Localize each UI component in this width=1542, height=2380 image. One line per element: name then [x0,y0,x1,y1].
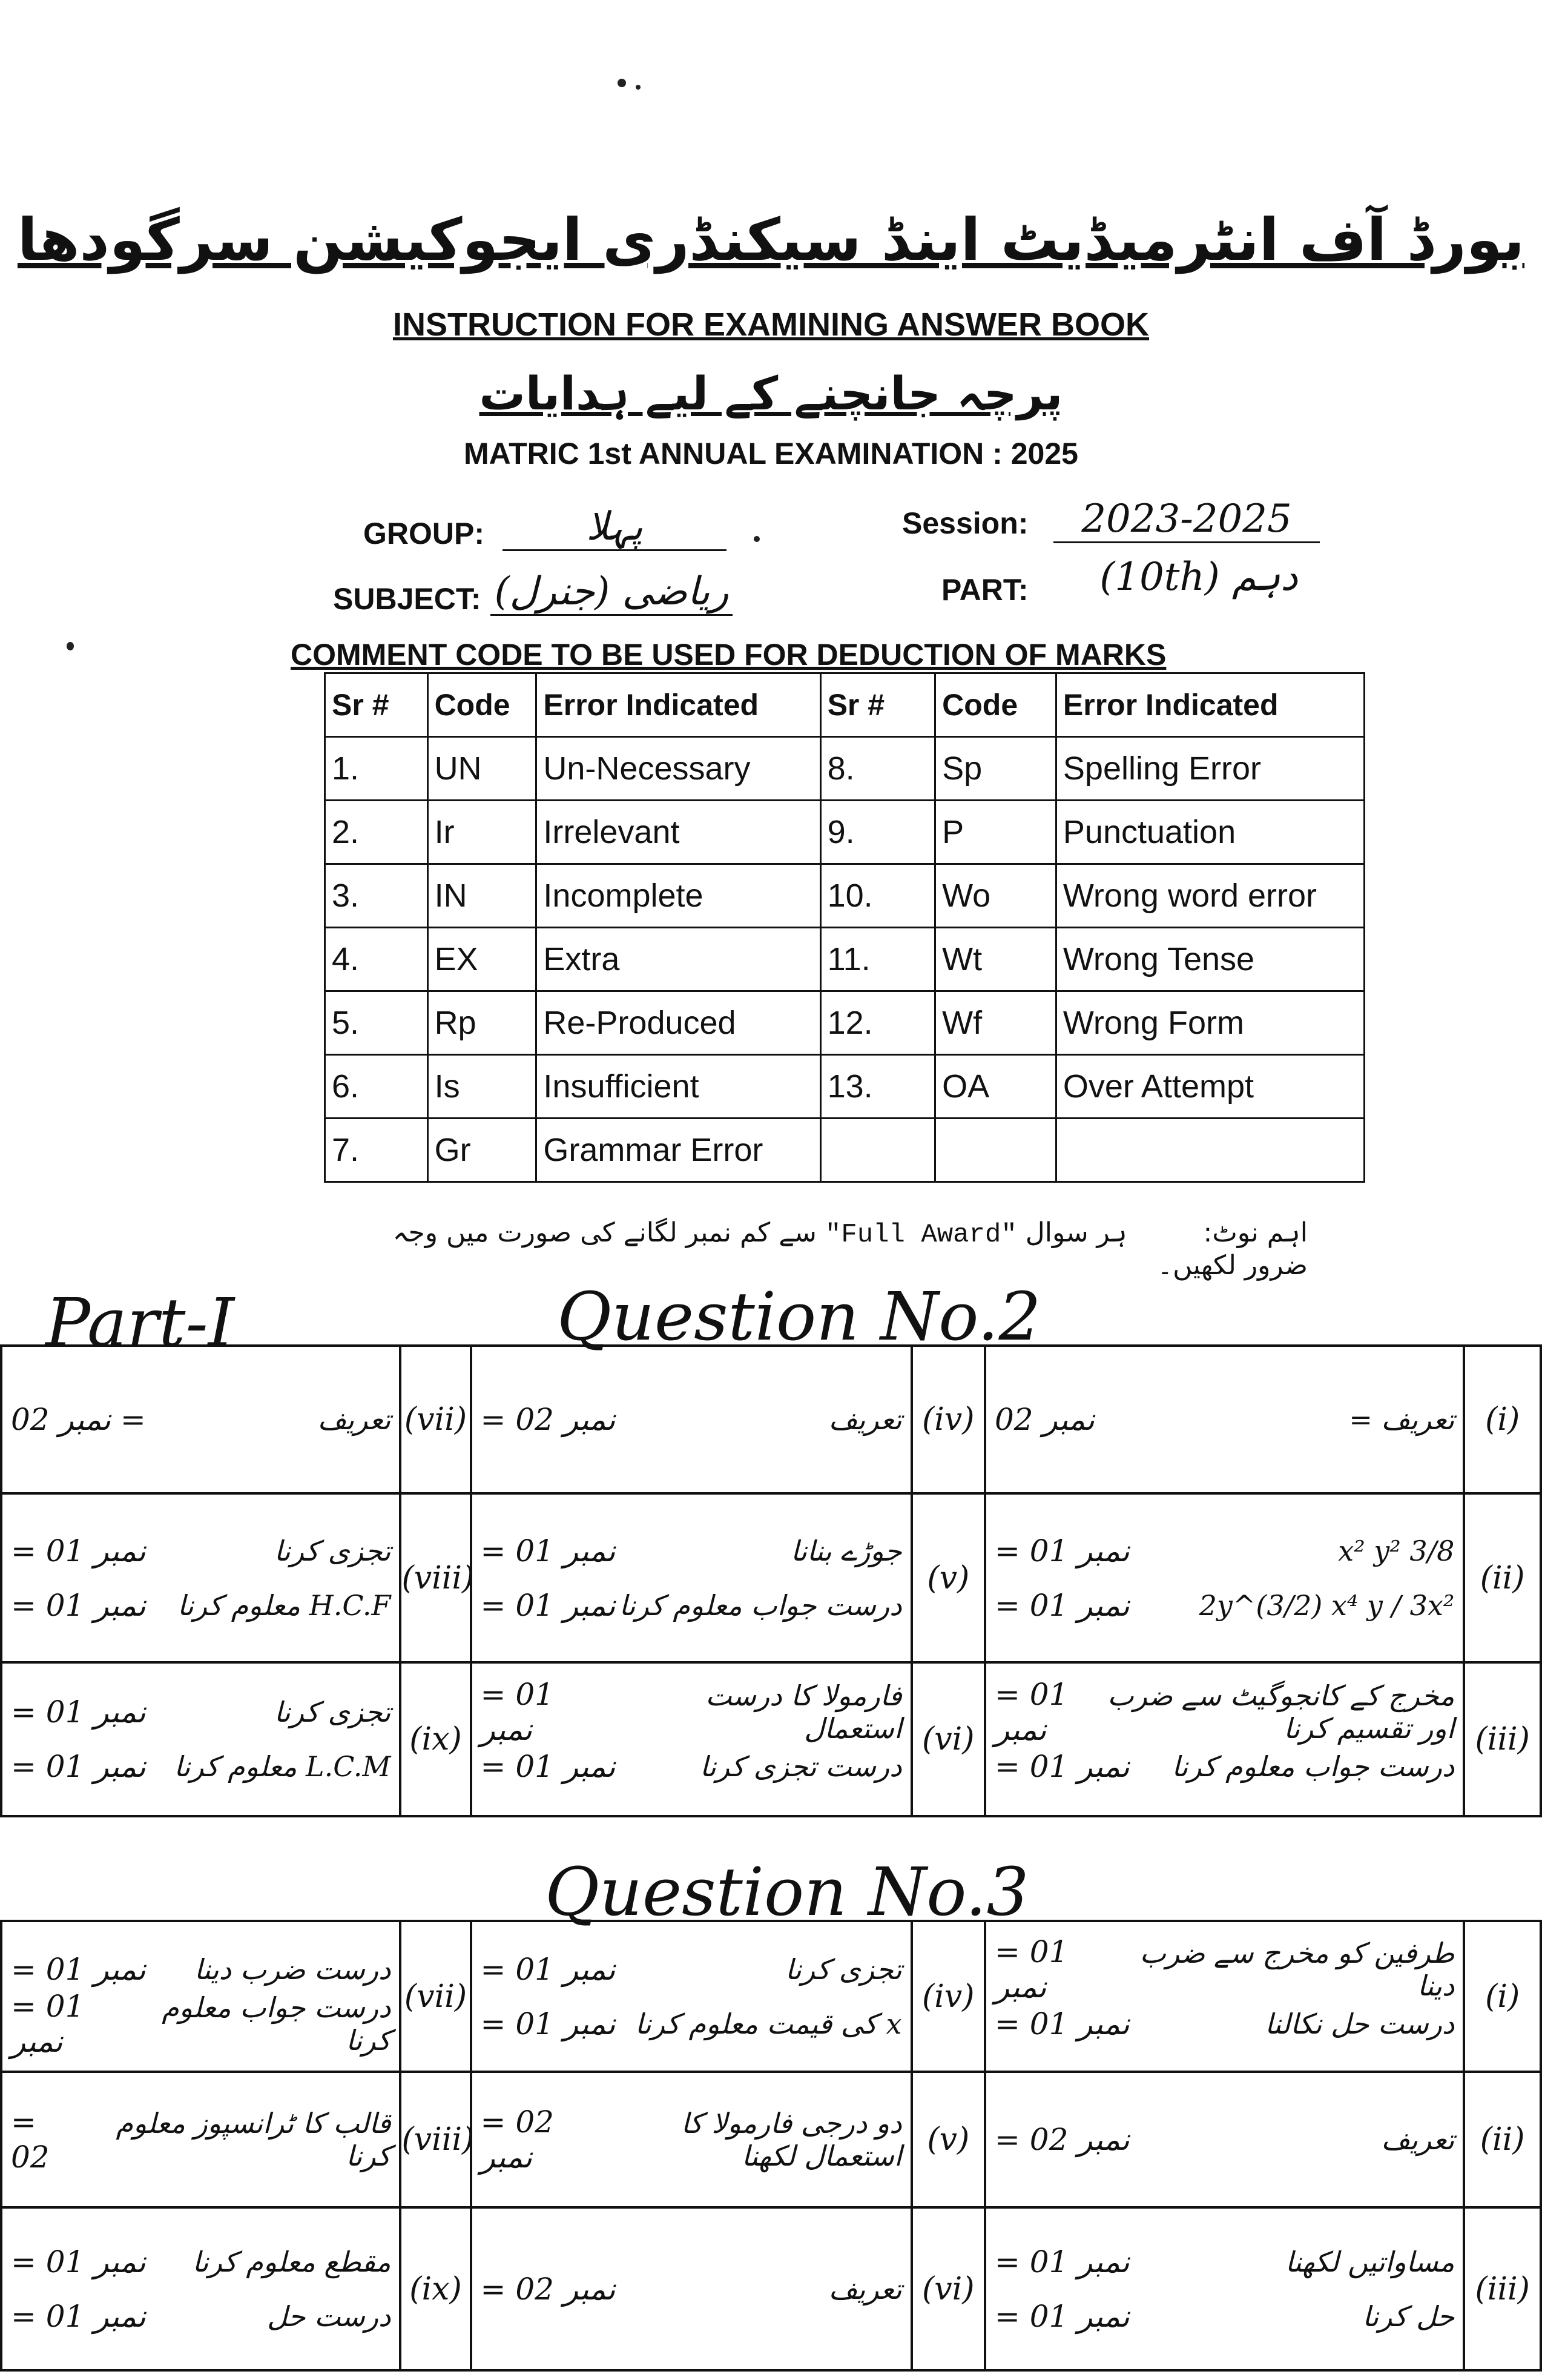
part-number-cell: (iii) [1464,1662,1541,1816]
comment-code-header-cell: Sr # [820,673,935,737]
comment-code-cell: Grammar Error [536,1119,820,1182]
marking-line [994,1934,1455,2005]
comment-code-header-cell: Sr # [325,673,428,737]
part-number-cell: (viii) [400,2072,470,2207]
marking-criteria-cell [471,2207,912,2370]
criterion-text: تعریف [828,1403,902,1436]
comment-code-cell: Rp [427,991,536,1055]
marking-line [11,1392,390,1447]
marking-criteria-cell [471,1346,912,1493]
criterion-text: تعریف [828,2272,902,2306]
criterion-text: درست جواب معلوم کرنا [1171,1750,1455,1783]
marking-line [481,1524,902,1578]
comment-code-cell: 4. [325,928,428,991]
comment-code-cell: IN [427,864,536,928]
marks-text: = 01 نمبر [11,1694,146,1730]
part-number-cell: (iv) [912,1921,985,2072]
comment-code-cell: Wo [935,864,1056,928]
marking-criteria-cell [985,1493,1464,1662]
comment-code-row [325,737,1365,801]
comment-code-cell: Is [427,1055,536,1119]
marks-text: = 01 نمبر [11,2298,146,2334]
marking-criteria-cell [985,2207,1464,2370]
instruction-title: INSTRUCTION FOR EXAMINING ANSWER BOOK [393,306,1149,343]
comment-code-row [325,801,1365,864]
marking-line [481,2262,902,2316]
part-number-cell: (iii) [1464,2207,1541,2370]
marks-text: = 01 نمبر [11,1988,85,2059]
note-quoted: "Full Award" [825,1220,1017,1250]
scan-speck [67,642,74,650]
marking-row [1,1662,1541,1816]
comment-code-cell: 9. [820,801,935,864]
comment-code-row [325,1119,1365,1182]
comment-code-header-cell: Error Indicated [536,673,820,737]
criterion-text: تجزی کرنا [274,1696,391,1728]
part-number-cell: (vi) [912,2207,985,2370]
criterion-text: تعریف = [1349,1403,1455,1436]
marking-line [995,1739,1454,1794]
criterion-text: حل کرنا [1362,2299,1455,2333]
comment-code-cell: Wrong Form [1056,991,1364,1055]
criterion-text: تجزی کرنا [785,1952,902,1986]
part-number-cell: (iv) [912,1346,985,1493]
comment-code-cell: Un-Necessary [536,737,820,801]
marks-text: = 02 نمبر [480,2271,616,2307]
comment-code-title: COMMENT CODE TO BE USED FOR DEDUCTION OF MARKS [291,638,1167,672]
criterion-text: دو درجی فارمولا کا استعمال لکھنا [680,2107,902,2172]
criterion-text: تجزی کرنا [274,1534,391,1567]
part-number-cell: (ii) [1464,1493,1541,1662]
criterion-text: درست تجزی کرنا [699,1750,902,1783]
marking-line [11,2235,390,2289]
marks-text: = 01 نمبر [480,1749,616,1784]
scan-speck [618,79,626,87]
marking-row [1,2072,1541,2207]
marking-line [995,1997,1454,2051]
comment-code-cell: 8. [820,737,935,801]
question-2-table [0,1344,1542,1817]
marking-row [1,2207,1541,2370]
marks-text: = 01 نمبر [480,1951,616,1987]
comment-code-cell: 7. [325,1119,428,1182]
criterion-text: قالب کا ٹرانسپوز معلوم کرنا [116,2107,391,2172]
marking-criteria-cell [471,1493,912,1662]
marks-text: = 01 نمبر [994,1934,1069,2005]
comment-code-cell: Over Attempt [1056,1055,1364,1119]
marking-criteria-cell [471,1921,912,2072]
marking-line [11,1578,390,1633]
part-value: دہم (10th) [1099,555,1298,600]
marks-text: = 01 نمبر [11,1951,146,1987]
comment-code-header-cell: Error Indicated [1056,673,1364,737]
session-value: 2023-2025 [1053,497,1320,543]
subject-value: ریاضی (جنرل) [490,569,733,616]
comment-code-cell: Irrelevant [536,801,820,864]
part-number-cell: (v) [912,2072,985,2207]
marking-line [481,1739,902,1794]
comment-code-cell: OA [935,1055,1056,1119]
marks-text: = 01 نمبر [11,2244,146,2279]
marks-text: = 01 نمبر [11,1533,146,1568]
question-3-heading: Question No.3 [545,1853,1029,1931]
part-number-cell: (ix) [400,2207,470,2370]
comment-code-cell: 11. [820,928,935,991]
part-number-cell: (ii) [1464,2072,1541,2207]
comment-code-cell: Punctuation [1056,801,1364,864]
marks-text: = 01 نمبر [480,1587,616,1623]
marks-text: = 01 نمبر [994,2244,1130,2279]
part-number-cell: (vi) [912,1662,985,1816]
part-number-cell: (i) [1464,1346,1541,1493]
part-heading: Part-I [45,1284,235,1361]
marks-text: = 01 نمبر [11,1749,146,1784]
marking-criteria-cell [471,1662,912,1816]
criterion-text: مخرج کے کانجوگیٹ سے ضرب اور تقسیم کرنا [1107,1679,1455,1745]
marking-line [995,1578,1454,1633]
marking-line [994,1677,1455,1747]
exam-title: MATRIC 1st ANNUAL EXAMINATION : 2025 [464,437,1078,471]
criterion-text: درست ضرب دینا [194,1952,391,1986]
marks-text: = 02 [11,2104,50,2175]
marks-text: = 01 نمبر [11,1587,146,1623]
marks-text: = 01 نمبر [994,2298,1130,2334]
comment-code-cell [1056,1119,1364,1182]
criterion-text: x کی قیمت معلوم کرنا [634,2007,902,2040]
part-number-cell: (vii) [400,1346,470,1493]
comment-code-cell: 6. [325,1055,428,1119]
note-label: اہم نوٹ: [1203,1217,1308,1248]
comment-code-cell: 1. [325,737,428,801]
comment-code-cell: Ir [427,801,536,864]
marking-line [481,1392,902,1447]
marks-text: = 01 نمبر [480,1533,616,1568]
comment-code-cell: 2. [325,801,428,864]
marking-line [481,1997,902,2051]
criterion-text: H.C.F معلوم کرنا [177,1588,391,1622]
group-value: پہلا [502,504,727,551]
part-number-cell: (ix) [400,1662,470,1816]
marking-line [481,1942,902,1997]
comment-code-cell: 5. [325,991,428,1055]
comment-code-body [325,737,1365,1182]
comment-code-cell: Re-Produced [536,991,820,1055]
marking-line [11,2289,390,2344]
marks-text: = 01 نمبر [994,1749,1130,1784]
criterion-text: مقطع معلوم کرنا [192,2245,391,2278]
scan-speck [754,536,760,542]
criterion-text: مساواتیں لکھنا [1285,2245,1455,2278]
marks-text: = 01 نمبر [994,1533,1130,1568]
criterion-text: درست جواب معلوم کرنا [619,1588,902,1622]
marks-text: = 02 نمبر [480,2104,554,2175]
important-note [339,1217,1308,1281]
comment-code-cell: Spelling Error [1056,737,1364,801]
marking-criteria-cell [985,2072,1464,2207]
marking-line [995,1392,1454,1447]
comment-code-cell: Wrong word error [1056,864,1364,928]
note-before: ہر سوال [1025,1217,1127,1248]
marking-line [11,1685,390,1739]
marking-criteria-cell [1,1493,400,1662]
marking-criteria-cell [985,1346,1464,1493]
comment-code-header-cell: Code [427,673,536,737]
comment-code-cell: Gr [427,1119,536,1182]
comment-code-cell: Wt [935,928,1056,991]
note-after: سے کم نمبر لگانے کی صورت میں وجہ ضرور لکھیں۔ [392,1217,1308,1281]
marks-text: 02 نمبر = [11,1402,146,1437]
criterion-text: تعریف [1381,2123,1455,2156]
marks-text: = 02 نمبر [994,2122,1130,2157]
comment-code-cell: Sp [935,737,1056,801]
part-number-cell: (i) [1464,1921,1541,2072]
criterion-text: طرفین کو مخرج سے ضرب دینا [1139,1936,1455,2002]
marking-line [11,2104,391,2175]
marking-criteria-cell [1,2072,400,2207]
part-number-cell: (vii) [400,1921,470,2072]
comment-code-cell: EX [427,928,536,991]
question-3-table [0,1920,1542,2372]
marks-text: = 01 نمبر [994,1677,1069,1747]
part-label: PART: [941,573,1029,607]
comment-code-cell: Extra [536,928,820,991]
marking-line [481,1578,902,1633]
criterion-text: 2y^(3/2) x⁴ y / 3x² [1199,1588,1455,1622]
marking-criteria-cell [1,1346,400,1493]
comment-code-cell [935,1119,1056,1182]
comment-code-row [325,991,1365,1055]
comment-code-cell: P [935,801,1056,864]
marking-line [480,1677,902,1747]
comment-code-cell: Wf [935,991,1056,1055]
part-number-cell: (viii) [400,1493,470,1662]
marking-line [995,1524,1454,1578]
comment-code-cell: 10. [820,864,935,928]
marks-text: = 02 نمبر [480,1402,616,1437]
comment-code-row [325,1055,1365,1119]
criterion-text: فارمولا کا درست استعمال [705,1679,902,1745]
criterion-text: L.C.M معلوم کرنا [174,1750,391,1783]
criterion-text: درست جواب معلوم کرنا [162,1991,391,2057]
question-2-heading: Question No.2 [557,1278,1041,1355]
comment-code-table [324,672,1365,1183]
marking-criteria-cell [1,1921,400,2072]
comment-code-cell: Wrong Tense [1056,928,1364,991]
part-number-cell: (v) [912,1493,985,1662]
comment-code-cell: Incomplete [536,864,820,928]
scan-speck [636,85,641,90]
marking-line [11,1988,391,2059]
comment-code-row [325,864,1365,928]
criterion-text: تعریف [317,1403,391,1436]
criterion-text: درست حل نکالنا [1265,2007,1455,2040]
comment-code-cell: 3. [325,864,428,928]
marking-row [1,1921,1541,2072]
comment-code-row [325,928,1365,991]
marking-line [995,2112,1454,2167]
session-label: Session: [902,506,1029,540]
instruction-urdu-title: پرچہ جانچنے کے لیے ہدایات [479,366,1063,420]
board-title: بورڈ آف انٹرمیڈیٹ اینڈ سیکنڈری ایجوکیشن سرگودھا [17,206,1525,274]
marking-criteria-cell [471,2072,912,2207]
marking-line [995,2289,1454,2344]
marking-criteria-cell [1,1662,400,1816]
marking-criteria-cell [985,1662,1464,1816]
marking-criteria-cell [985,1921,1464,2072]
marks-text: = 01 نمبر [480,2006,616,2041]
marks-text: = 01 نمبر [994,1587,1130,1623]
marking-row [1,1493,1541,1662]
marking-line [11,1739,390,1794]
comment-code-cell: 13. [820,1055,935,1119]
comment-code-cell: UN [427,737,536,801]
comment-code-cell: Insufficient [536,1055,820,1119]
marking-line [11,1524,390,1578]
criterion-text: 3/8 x² y² [1338,1534,1455,1567]
criterion-text: جوڑے بنانا [791,1534,902,1567]
subject-label: SUBJECT: [333,582,481,616]
comment-code-cell [820,1119,935,1182]
marks-text: 02 نمبر [994,1402,1095,1437]
comment-code-cell: 12. [820,991,935,1055]
marking-line [480,2104,902,2175]
comment-code-header-row [325,673,1365,737]
marking-criteria-cell [1,2207,400,2370]
comment-code-header-cell: Code [935,673,1056,737]
criterion-text: درست حل [267,2299,391,2333]
marking-line [995,2235,1454,2289]
marks-text: = 01 نمبر [480,1677,554,1747]
marking-row [1,1346,1541,1493]
group-label: GROUP: [363,517,484,550]
marks-text: = 01 نمبر [994,2006,1130,2041]
